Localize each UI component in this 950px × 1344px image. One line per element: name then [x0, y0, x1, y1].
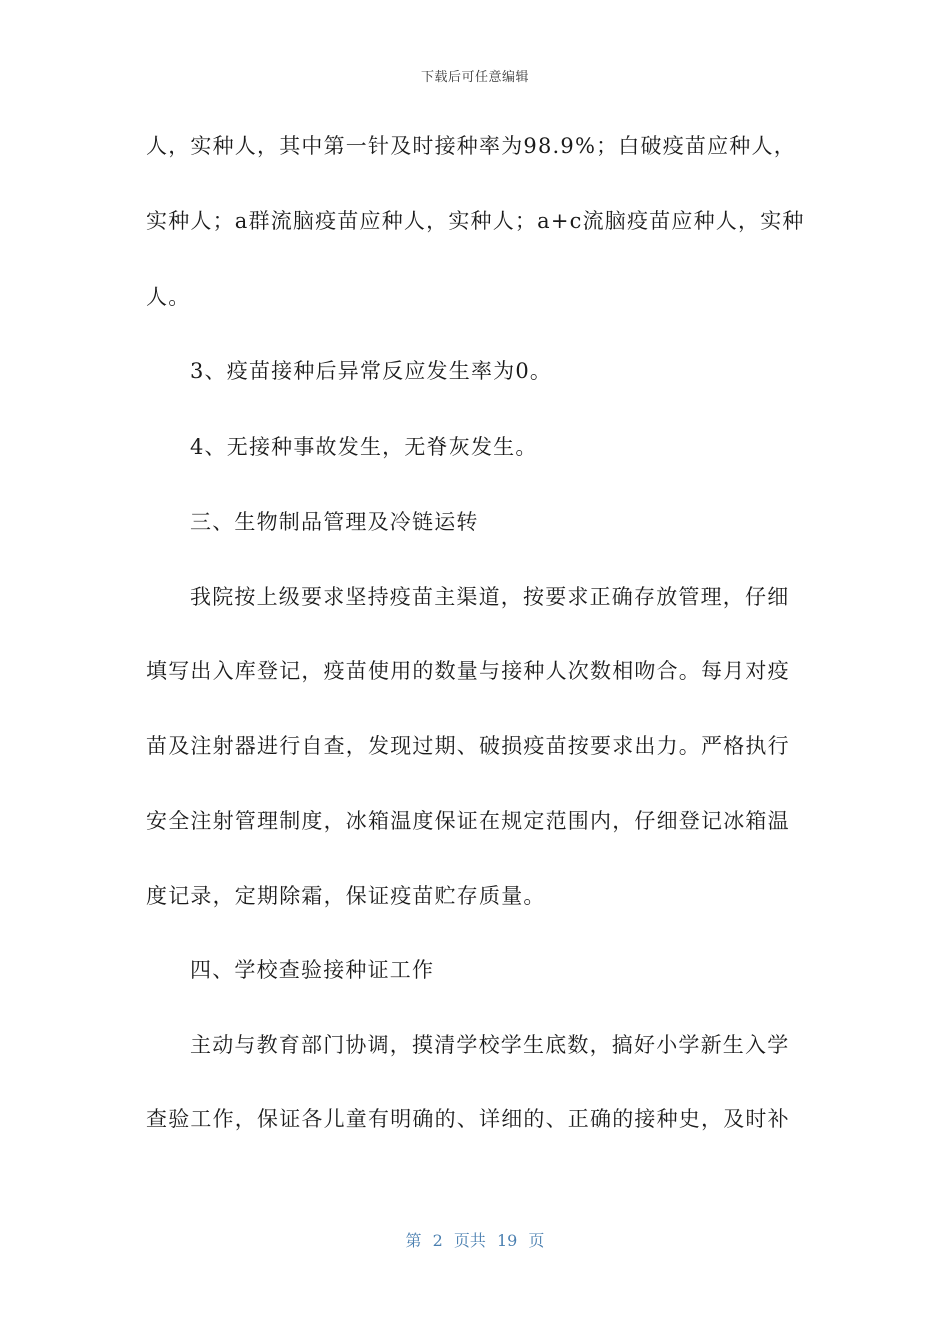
body-line: 实种人；a群流脑疫苗应种人，实种人；a+c流脑疫苗应种人，实种	[146, 209, 805, 233]
page-header: 下载后可任意编辑	[420, 70, 529, 85]
body-line: 度记录，定期除霜，保证疫苗贮存质量。	[146, 884, 546, 908]
section-heading: 四、学校查验接种证工作	[190, 958, 435, 982]
body-line: 人，实种人，其中第一针及时接种率为98.9%；白破疫苗应种人，	[146, 134, 796, 158]
list-item: 3、疫苗接种后异常反应发生率为0。	[190, 359, 553, 383]
body-line: 填写出入库登记，疫苗使用的数量与接种人次数相吻合。每月对疫	[146, 659, 790, 683]
body-line: 安全注射管理制度，冰箱温度保证在规定范围内，仔细登记冰箱温	[146, 809, 790, 833]
section-heading: 三、生物制品管理及冷链运转	[190, 510, 479, 534]
body-line: 苗及注射器进行自查，发现过期、破损疫苗按要求出力。严格执行	[146, 734, 790, 758]
body-line: 主动与教育部门协调，摸清学校学生底数，搞好小学新生入学	[190, 1033, 790, 1057]
body-line: 查验工作，保证各儿童有明确的、详细的、正确的接种史，及时补	[146, 1107, 790, 1131]
body-line: 人。	[146, 285, 191, 309]
page-footer: 第 2 页共 19 页	[405, 1231, 545, 1250]
list-item: 4、无接种事故发生，无脊灰发生。	[190, 435, 538, 459]
body-line: 我院按上级要求坚持疫苗主渠道，按要求正确存放管理，仔细	[190, 585, 790, 609]
